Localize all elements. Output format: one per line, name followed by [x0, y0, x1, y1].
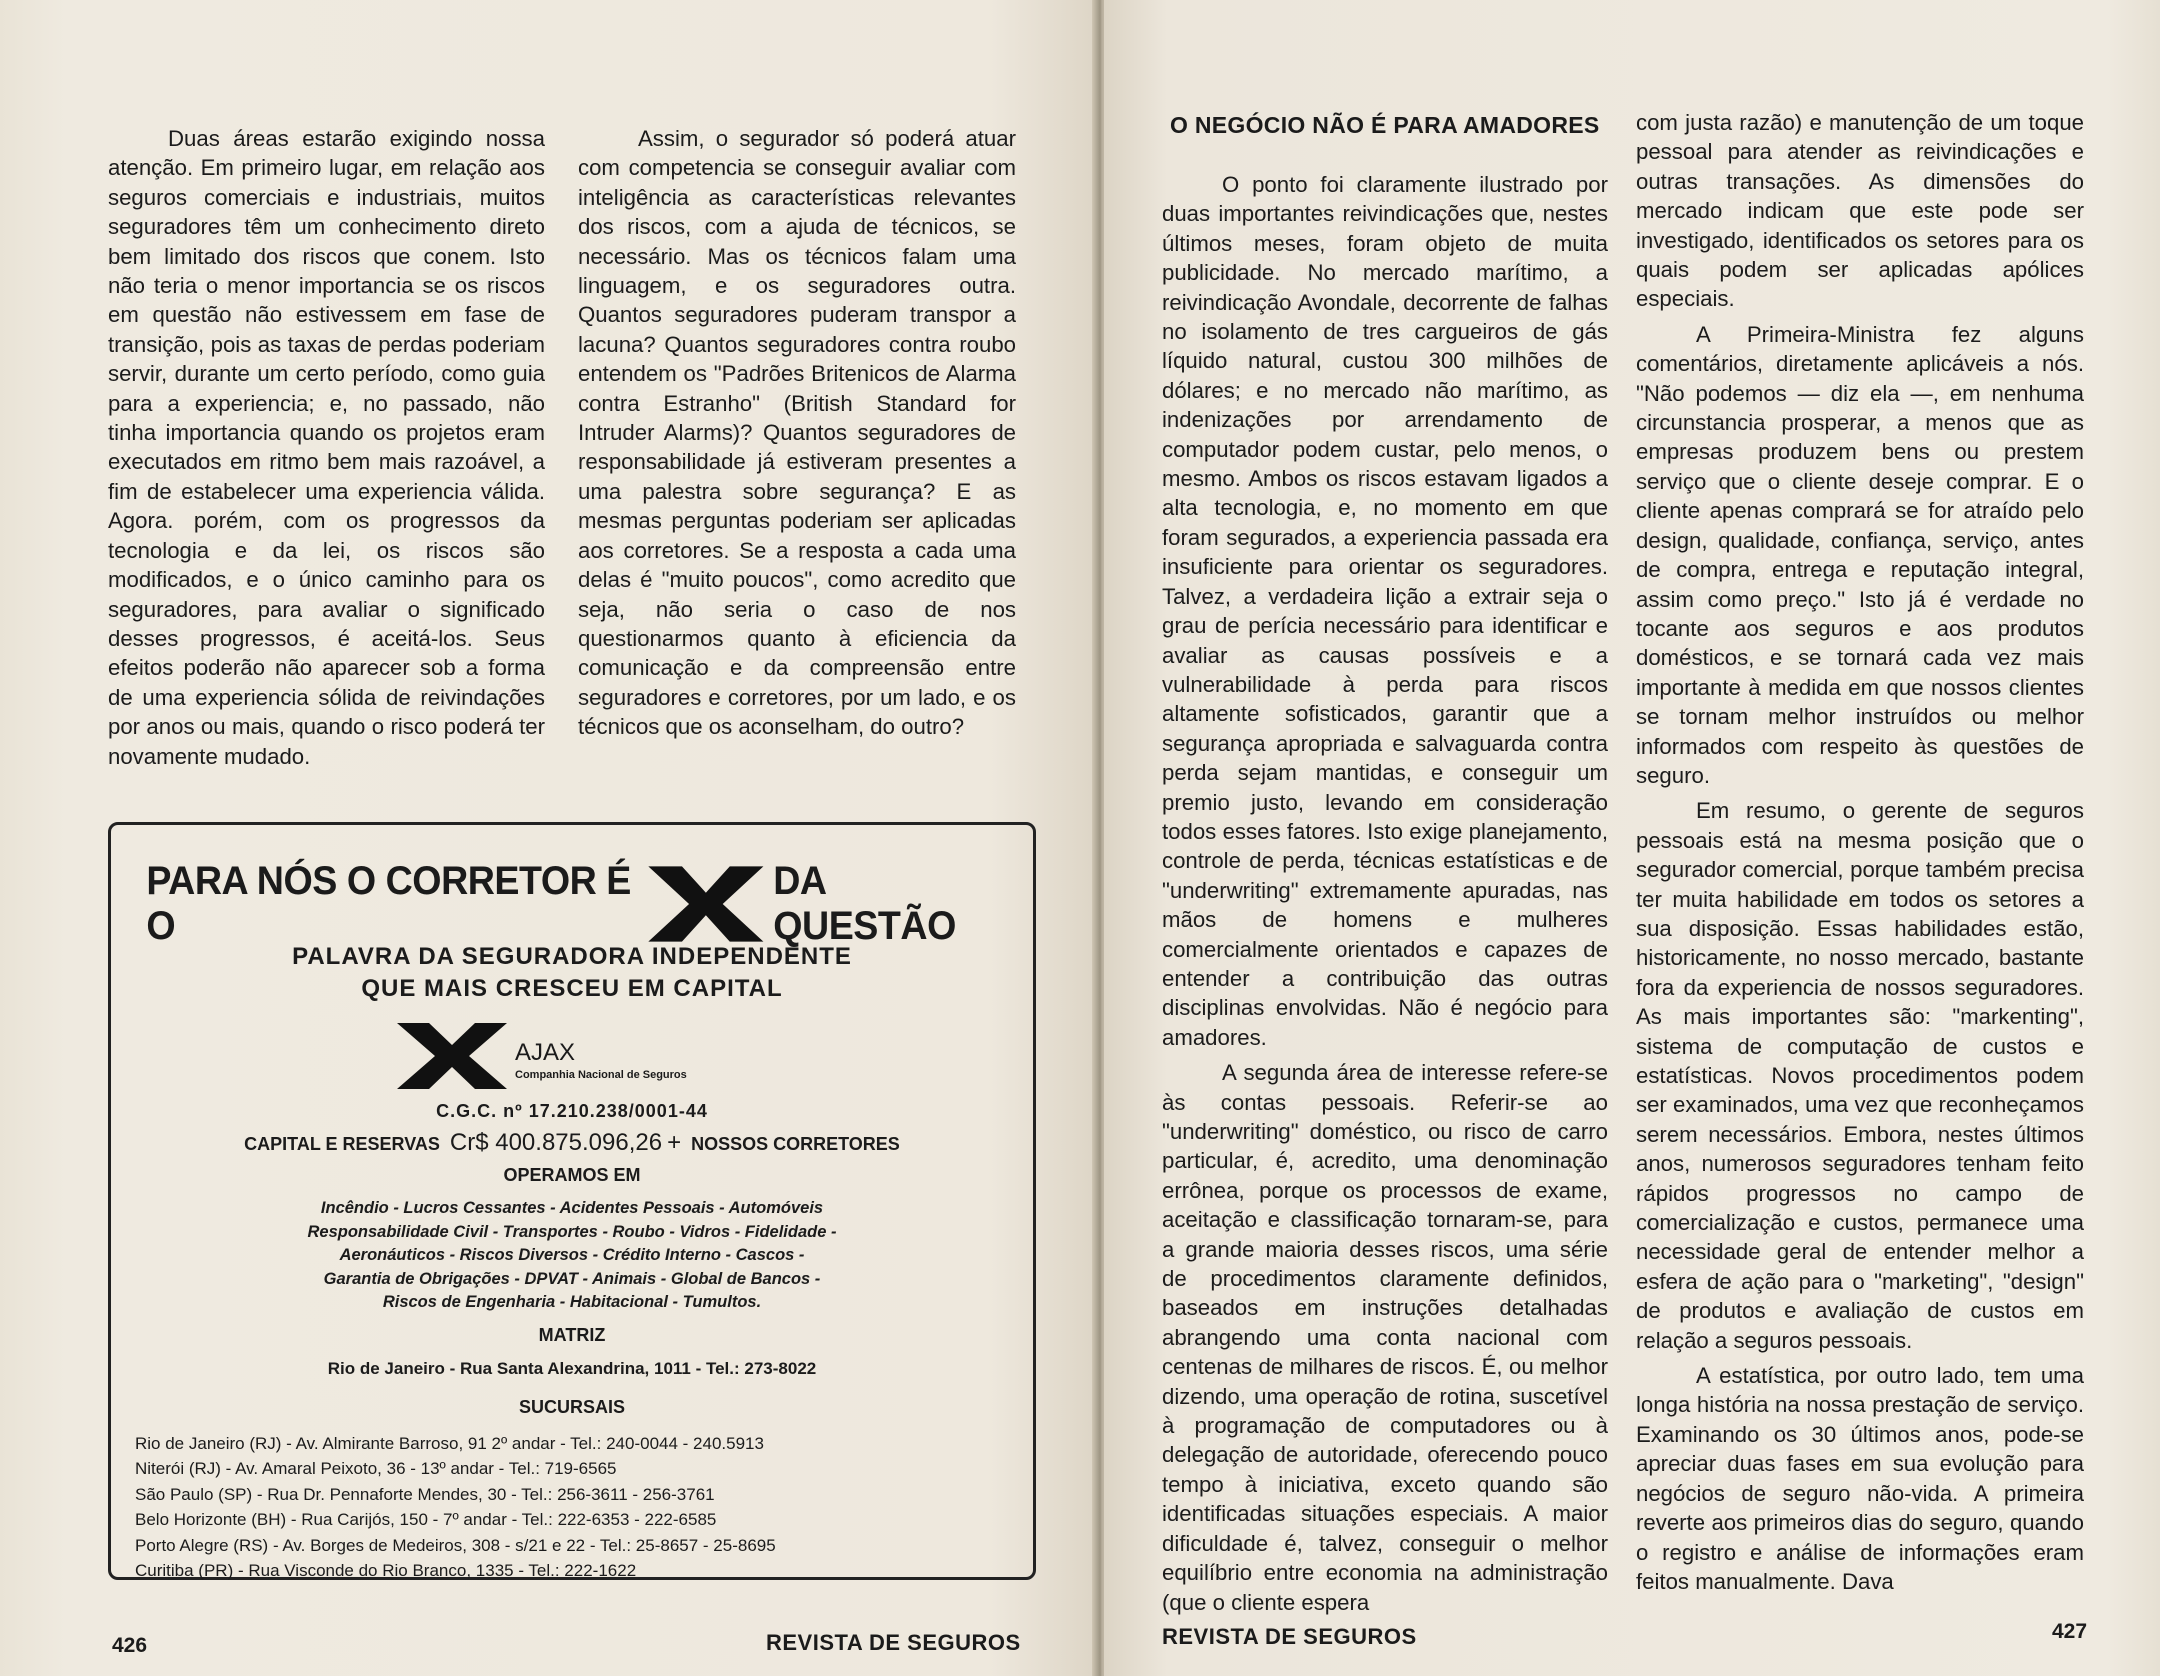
paragraph: com justa razão) e manutenção de um toque pessoal para atender as reivindicações e outras transações. As dimensões do mercado indicam que este pode ser investigado, identificados os setores para os quais podem ser aplicadas apólices especiais. — [1636, 110, 2084, 312]
cgc-number: C.G.C. nº 17.210.238/0001-44 — [436, 1101, 708, 1121]
branch-item: Belo Horizonte (BH) - Rua Carijós, 150 - 7º andar - Tel.: 222-6353 - 222-6585 — [135, 1510, 717, 1530]
page-number-right: 427 — [2052, 1620, 2088, 1643]
branch-list — [135, 1431, 1015, 1583]
matriz-address: Rio de Janeiro - Rua Santa Alexandrina, 1011 - Tel.: 273-8022 — [327, 1359, 817, 1378]
branch-item: Niterói (RJ) - Av. Amaral Peixoto, 36 - 13º andar - Tel.: 719-6565 — [135, 1459, 617, 1479]
matriz-heading: MATRIZ — [538, 1325, 606, 1345]
paragraph: O ponto foi claramente ilustrado por duas importantes reivindicações que, nestes últimos meses, foram objeto de muita publicidade. No mercado marítimo, a reivindicação Avondale, decorrente de falhas no isolamento de tres cargueiros de gás líquido natural, custou 300 milhões de dólares; e no mercado não marítimo, as indenizações por arrendamento de computador podem custar, pelo menos, o mesmo. Ambos os riscos estavam ligados a alta tecnologia, e, no momento em que foram segurados, a experiencia passada era insuficiente para orientar os seguradores. Talvez, a verdadeira lição a extrair seja o grau de perícia necessário para identificar e avaliar as causas possíveis e a vulnerabilidade à perda para riscos altamente sofisticados, garantir que a segurança apropriada e salvaguarda contra perda sejam mantidas, e conseguir um premio justo, levando em consideração todos esses fatores. Isto exige planejamento, controle de perda, técnicas estatísticas e de "underwriting" extremamente apuradas, nas mãos de homens e mulheres comercialmente orientados e capazes de entender a contribuição das outras disciplinas envolvidas. Não é negócio para amadores. — [1162, 172, 1608, 1050]
ad-subtitle-2: QUE MAIS CRESCEU EM CAPITAL — [361, 975, 783, 1002]
sucursais-heading: SUCURSAIS — [518, 1397, 625, 1417]
left-column-2 — [578, 124, 1016, 742]
right-column-2 — [1636, 108, 2084, 1596]
line-item: Riscos de Engenharia - Habitacional - Tumultos. — [382, 1293, 762, 1311]
capital-suffix: NOSSOS CORRETORES — [691, 1134, 900, 1154]
paragraph: A segunda área de interesse refere-se às contas pessoais. Referir-se ao "underwriting" doméstico, ou risco de carro particular, é, acredito, uma denominação errônea, porque os processos de exame, aceitação e classificação tornaram-se, para a grande maioria desses riscos, uma série de procedimentos claramente definidos, baseados em instruções detalhadas abrangendo uma conta nacional com centenas de milhares de riscos. É, ou melhor dizendo, uma operação de rotina, suscetível à programação de computadores ou à delegação de autoridade, oferecendo pouco tempo à iniciativa, exceto quando são identificadas situações especiais. A maior dificuldade é, talvez, conseguir o melhor equilíbrio entre economia na administração (que o cliente espera — [1162, 1060, 1608, 1615]
line-item: Incêndio - Lucros Cessantes - Acidentes Pessoais - Automóveis — [320, 1199, 824, 1217]
section-heading: O NEGÓCIO NÃO É PARA AMADORES — [1170, 112, 1600, 138]
ajax-x-icon — [397, 1023, 507, 1089]
branch-item: Curitiba (PR) - Rua Visconde do Rio Branco, 1335 - Tel.: 222-1622 — [135, 1561, 637, 1581]
lines-of-business — [111, 1197, 1033, 1315]
paragraph: Em resumo, o gerente de seguros pessoais está na mesma posição que o segurador comercial, porque também precisa ter muita habilidade em todos os setores a sua disposição. Essas habilidades estão, historicamente, no nosso mercado, bastante fora da experiencia de nossos seguradores. As mais importantes são: "markenting", sistema de computação de custos e estatísticas. Novos procedimentos podem ser examinados, uma vez que reconheçamos serem necessários. Embora, nestes últimos anos, numerosos seguradores tenham feito rápidos progressos no campo de comercialização e custos, permanece uma necessidade geral de entender melhor a esfera de ação para o "marketing", "design" de produtos e avaliação de custos em relação a seguros pessoais. — [1636, 798, 2084, 1353]
paragraph: A estatística, por outro lado, tem uma longa história na nossa prestação de serviço. Examinando os 30 últimos anos, pode-se apreciar duas fases em sua evolução para negócios de seguro não-vida. A primeira reverte aos primeiros dias do seguro, quando o registro e análise de informações eram feitos manualmente. Dava — [1636, 1363, 2084, 1594]
branch-item: Rio de Janeiro (RJ) - Av. Almirante Barroso, 91 2º andar - Tel.: 240-0044 - 240.5913 — [135, 1434, 764, 1453]
ajax-advertisement — [108, 822, 1036, 1580]
page-number-left: 426 — [112, 1634, 148, 1657]
paragraph: Duas áreas estarão exigindo nossa atenção. Em primeiro lugar, em relação aos seguros comerciais e industriais, muitos seguradores têm um conhecimento direto bem limitado dos riscos que conem. Isto não teria o menor importancia se os riscos em questão não estivessem em fase de transição, pois as taxas de perdas poderiam servir, durante um certo período, como guia para a experiencia; e, no passado, não tinha importancia quando os projetos eram executados em ritmo bem mais razoável, a fim de estabelecer uma experiencia válida. Agora. porém, com os progressos da tecnologia e da lei, os riscos são modificados, e o único caminho para os seguradores, para avaliar o significado desses progressos, é aceitá-los. Seus efeitos poderão não aparecer sob a forma de uma experiencia sólida de reivindações por anos ou mais, quando o risco poderá ter novamente mudado. — [108, 126, 545, 769]
right-column-1 — [1162, 170, 1608, 1617]
x-logo-icon — [649, 864, 764, 944]
running-head-right: REVISTA DE SEGUROS — [1162, 1624, 1417, 1649]
paragraph: Assim, o segurador só poderá atuar com competencia se conseguir avaliar com inteligência as características relevantes dos riscos, com a ajuda de técnicos, se necessário. Mas os técnicos falam uma linguagem, e os seguradores outra. Quantos seguradores puderam transpor a lacuna? Quantos seguradores contra roubo entendem os "Padrões Britenicos de Alarma contra Estranho" (British Standard for Intruder Alarms)? Quantos seguradores de responsabilidade já estiveram presentes a uma palestra sobre segurança? E as mesmas perguntas poderiam ser aplicadas aos corretores. Se a resposta a cada uma delas é "muito poucos", como acredito que seja, não seria o caso de nos questionarmos quanto à eficiencia da comunicação e da compreensão entre seguradores e corretores, por um lado, e os técnicos que os aconselham, do outro? — [578, 126, 1016, 740]
ad-headline — [146, 859, 1003, 949]
ad-headline-right: DA QUESTÃO — [773, 859, 956, 948]
line-item: Garantia de Obrigações - DPVAT - Animais - Global de Bancos - — [323, 1269, 821, 1288]
line-item: Responsabilidade Civil - Transportes - Roubo - Vidros - Fidelidade - — [307, 1222, 837, 1241]
left-column-1 — [108, 124, 545, 771]
brand-tagline: Companhia Nacional de Seguros — [515, 1069, 687, 1081]
ad-headline-left: PARA NÓS O CORRETOR É O — [146, 859, 631, 948]
line-item: Aeronáuticos - Riscos Diversos - Crédito Interno - Cascos - — [339, 1246, 805, 1264]
operamos-heading: OPERAMOS EM — [503, 1165, 641, 1185]
paragraph: A Primeira-Ministra fez alguns comentários, diretamente aplicáveis a nós. "Não podemos — diz ela —, em nenhuma circunstancia prosperar, a menos que as empresas produzem bens ou prestem serviço que o cliente deseje comprar. E o cliente apenas comprará se for atraído pelo design, qualidade, confiança, serviço, antes de compra, entrega e reputação integral, assim como preço." Isto já é verdade no tocante aos seguros e aos produtos domésticos, e se tornará cada vez mais importante à medida em que nossos clientes se tornam melhor instruídos ou melhor informados com respeito às questões de seguro. — [1636, 321, 2084, 788]
capital-plus: + — [667, 1129, 682, 1156]
branch-item: São Paulo (SP) - Rua Dr. Pennaforte Mendes, 30 - Tel.: 256-3611 - 256-3761 — [135, 1484, 715, 1504]
capital-line — [111, 1129, 1033, 1157]
brand-name: AJAX — [515, 1039, 576, 1066]
right-page — [1104, 0, 2160, 1676]
capital-value: Cr$ 400.875.096,26 — [449, 1129, 663, 1156]
ajax-logo — [397, 1023, 777, 1093]
capital-label: CAPITAL E RESERVAS — [244, 1134, 440, 1154]
branch-item: Porto Alegre (RS) - Av. Borges de Medeiros, 308 - s/21 e 22 - Tel.: 25-8657 - 25-8695 — [135, 1535, 776, 1555]
running-head-left: REVISTA DE SEGUROS — [766, 1630, 1021, 1655]
ad-subtitle-1: PALAVRA DA SEGURADORA INDEPENDENTE — [292, 943, 852, 970]
